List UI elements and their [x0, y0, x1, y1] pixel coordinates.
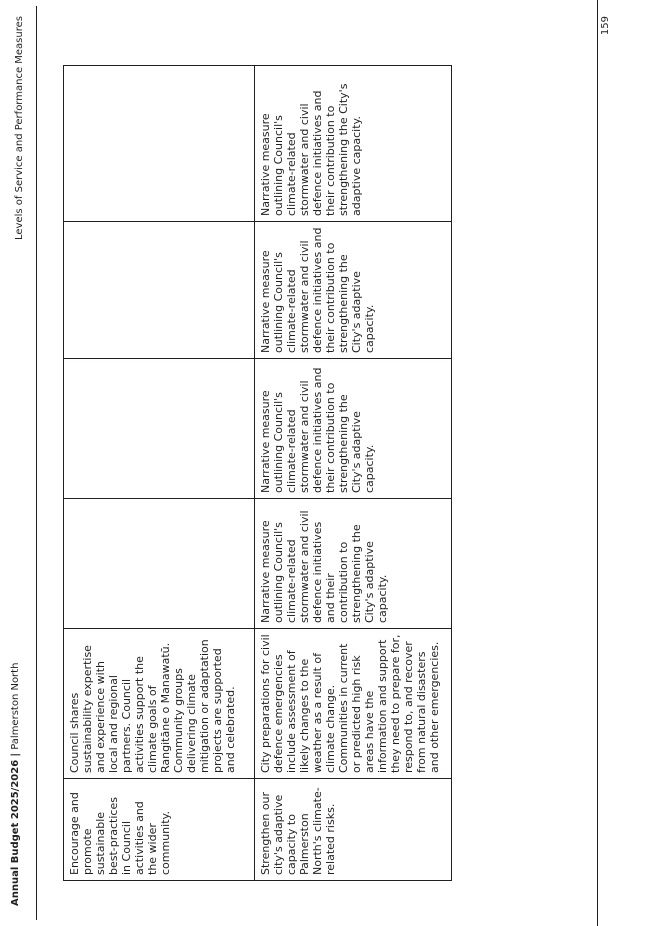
measure-cell: Narrative measure outlining Council's climate-related stormwater and civil defence initiatives and their contribution to strengthening the City's adaptive capacity.: [255, 359, 452, 499]
measure-cell: Narrative measure outlining Council's climate-related stormwater and civil defence initiatives and their contribution to strengthening the City's adaptive capacity.: [255, 66, 452, 222]
objective-cell: Encourage and promote sustainable best-practices in Council activities and the wider community.: [64, 779, 255, 881]
document-title: Annual Budget 2025/2026: [10, 759, 21, 906]
running-header-left: [10, 663, 21, 906]
objective-cell: Strengthen our city's adaptive capacity to Palmerston North's climate-related risks.: [255, 779, 452, 881]
page-number: 159: [600, 16, 611, 36]
section-title: Levels of Service and Performance Measures: [14, 16, 25, 240]
table-row: [255, 66, 452, 881]
measure-cell: Narrative measure outlining Council's climate-related stormwater and civil defence initiatives and their contribution to strengthening the City's adaptive capacity.: [255, 499, 452, 629]
organisation-name: Palmerston North: [10, 662, 21, 750]
measure-cell: [64, 359, 255, 499]
measure-cell: [64, 222, 255, 359]
measure-cell: [64, 499, 255, 629]
measure-cell: [64, 66, 255, 222]
outcome-cell: Council shares sustainability expertise and experience with local and regional partners. Council activities support the climate goals of Rangitāne o Manawatū. Community groups delivering climate mitigation or adaptation projects are supported and celebrated.: [64, 629, 255, 779]
outcome-cell: City preparations for civil defence emergencies include assessment of likely changes to the weather as a result of climate change. Communities in current or predicted high risk areas have the information and support they need to prepare for, respond to, and recover from natural disasters and other emergencies.: [255, 629, 452, 779]
header-separator: |: [10, 752, 21, 757]
levels-of-service-table: [63, 65, 452, 881]
table-row: [64, 66, 255, 881]
measure-cell: Narrative measure outlining Council's climate-related stormwater and civil defence initiatives and their contribution to strengthening the City's adaptive capacity.: [255, 222, 452, 359]
